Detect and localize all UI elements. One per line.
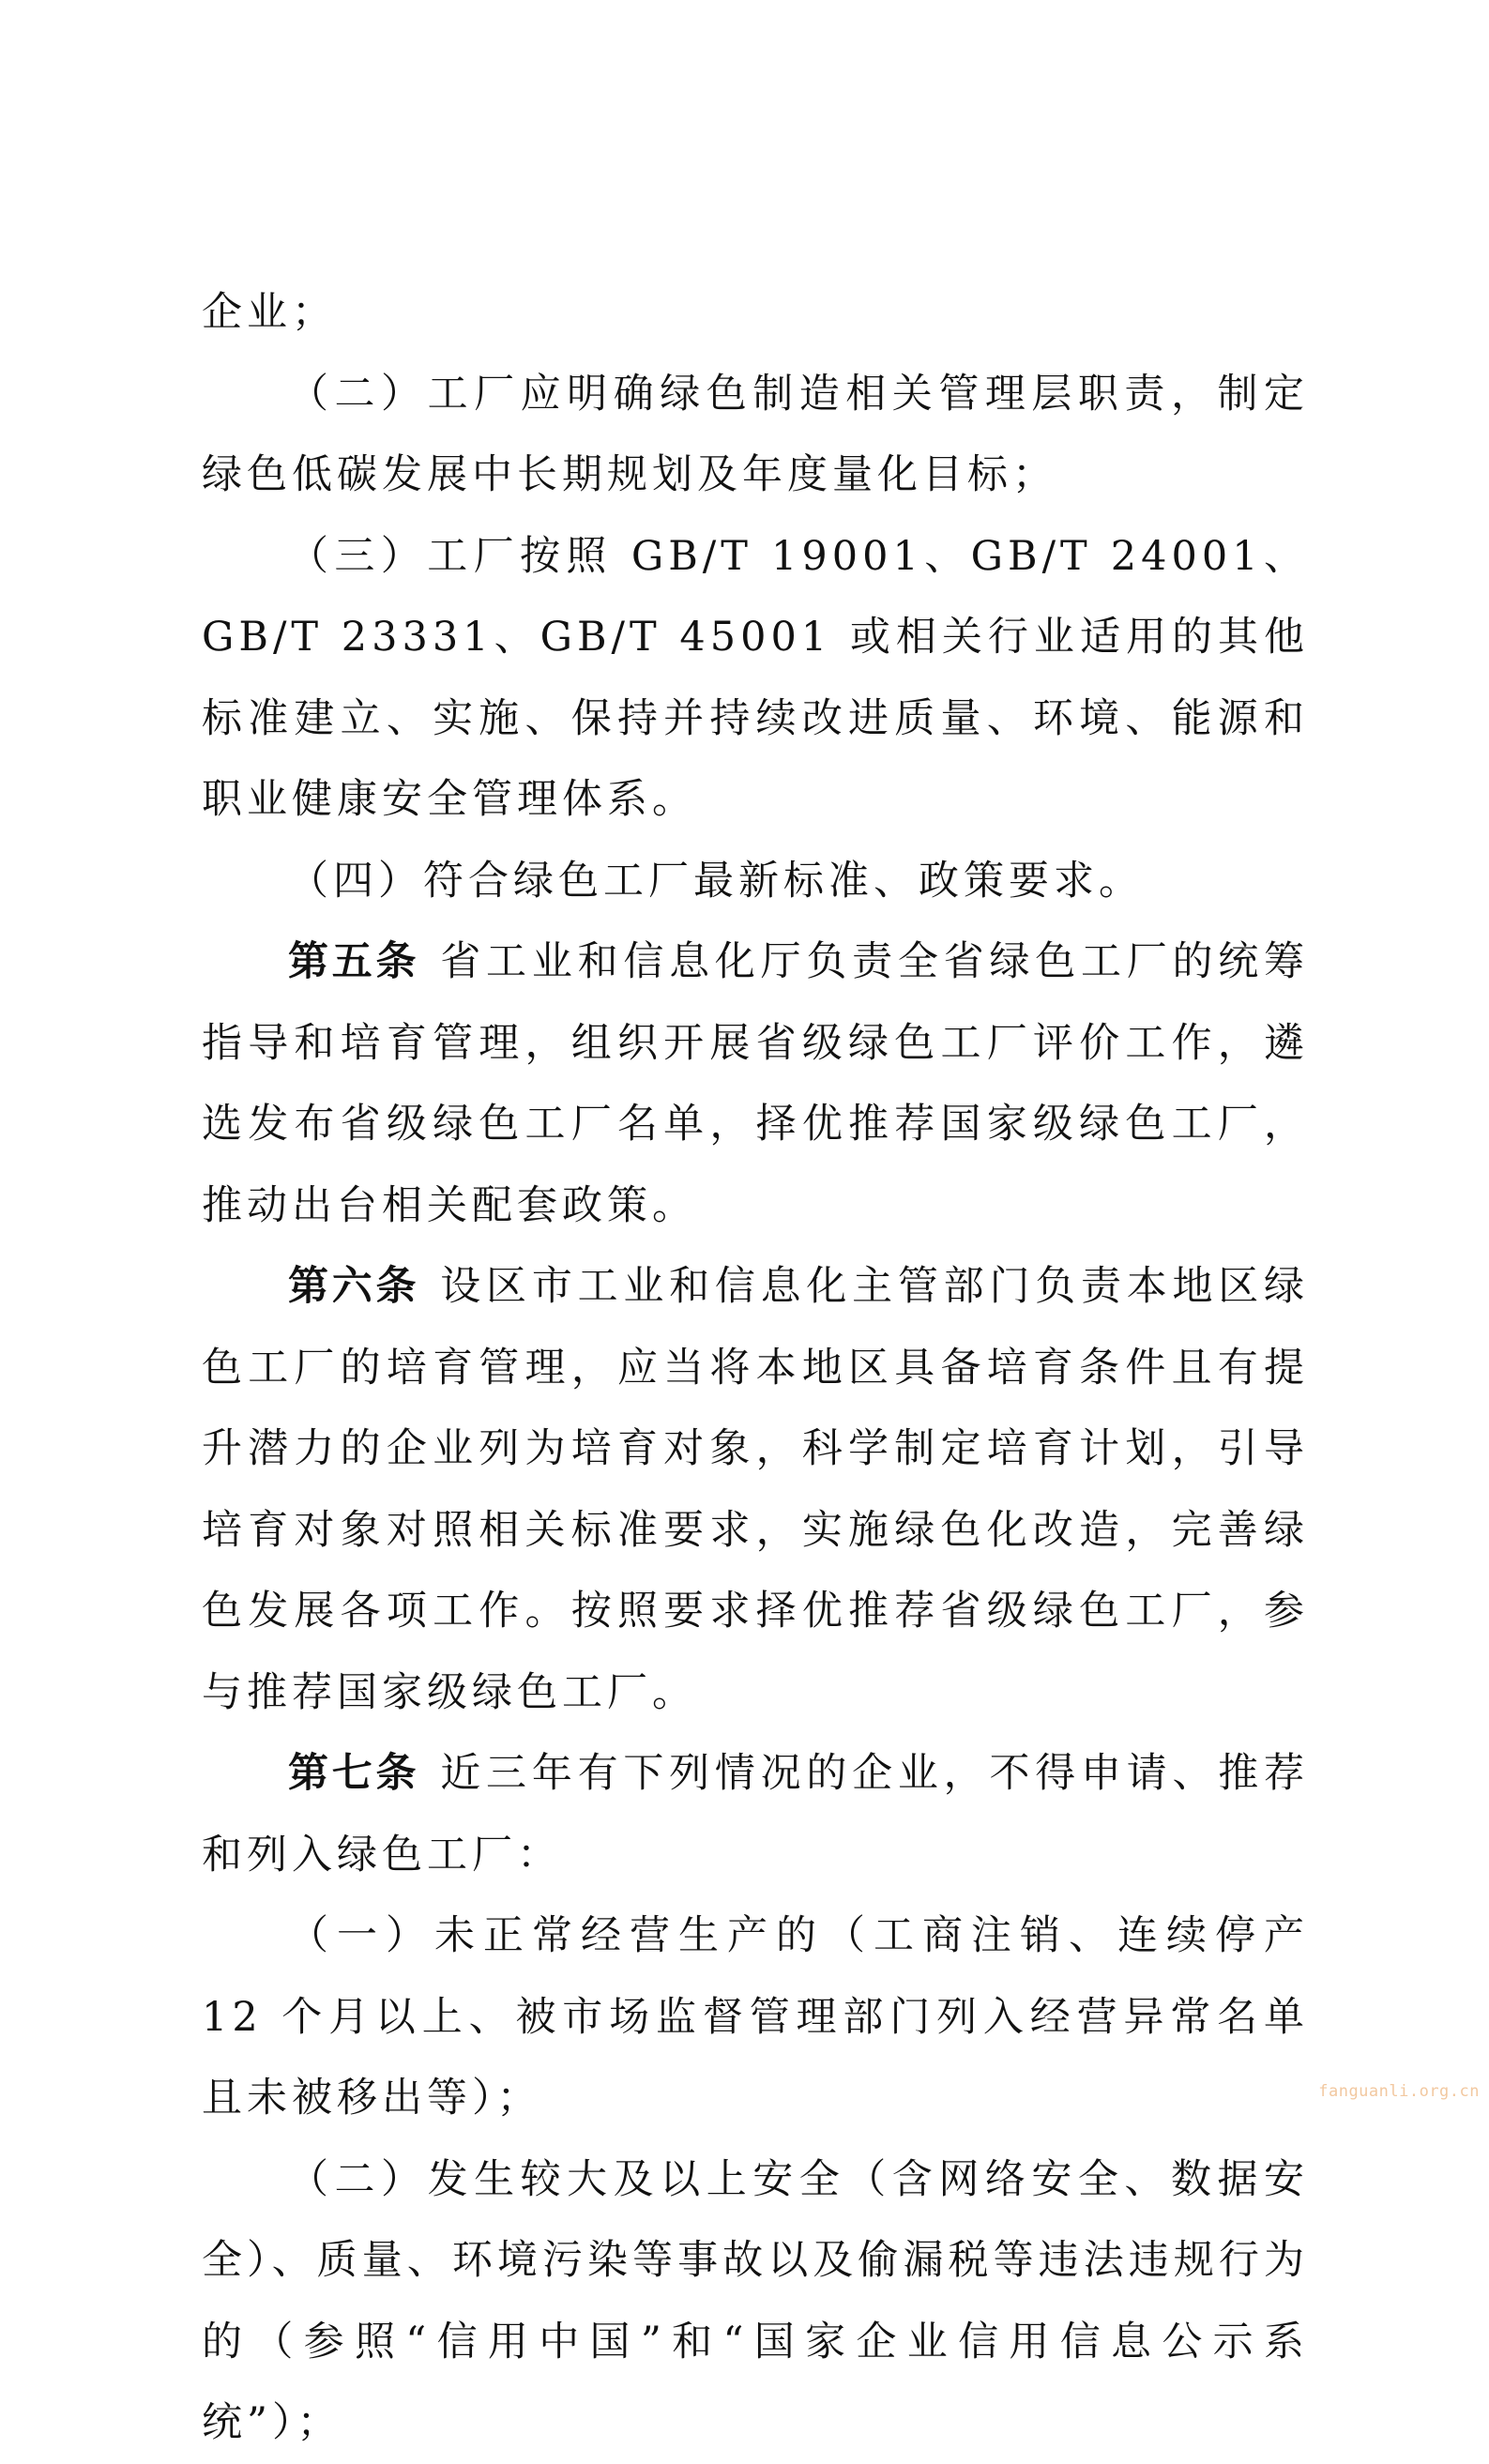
paragraph-text: （一）未正常经营生产的（工商注销、连续停产 12 个月以上、被市场监督管理部门列入经营异常名单且未被移出等）； [202, 1912, 1309, 2122]
article-5 [202, 921, 1309, 1246]
article-text: 设区市工业和信息化主管部门负责本地区绿色工厂的培育管理，应当将本地区具备培育条件且有提升潜力的企业列为培育对象，科学制定培育计划，引导培育对象对照相关标准要求，实施绿色化改造，完善绿色发展各项工作。按照要求择优推荐省级绿色工厂，参与推荐国家级绿色工厂。 [202, 1263, 1310, 1716]
document-body [202, 272, 1309, 2464]
article-6 [202, 1246, 1309, 1733]
article-title: 第五条 [288, 938, 420, 985]
paragraph-text: （二）工厂应明确绿色制造相关管理层职责，制定绿色低碳发展中长期规划及年度量化目标； [202, 370, 1309, 498]
article-text: 近三年有下列情况的企业，不得申请、推荐和列入绿色工厂： [202, 1750, 1310, 1878]
paragraph-item-4 [202, 841, 1309, 922]
paragraph-item-2 [202, 354, 1309, 516]
article-title: 第六条 [288, 1263, 420, 1310]
watermark-text: fanguanli.org.cn [1318, 2082, 1480, 2101]
paragraph-item-3 [202, 516, 1309, 841]
paragraph-text: （三）工厂按照 GB/T 19001、GB/T 24001、GB/T 23331、GB/T 45001 或相关行业适用的其他标准建立、实施、保持并持续改进质量、环境、能源和职业健康安全管理体系。 [202, 532, 1309, 823]
article-text: 省工业和信息化厅负责全省绿色工厂的统筹指导和培育管理，组织开展省级绿色工厂评价工作，遴选发布省级绿色工厂名单，择优推荐国家级绿色工厂，推动出台相关配套政策。 [202, 938, 1310, 1229]
paragraph-continuation [202, 272, 1309, 354]
article-7 [202, 1733, 1309, 1895]
article-7-item-2 [202, 2139, 1309, 2464]
paragraph-text: 企业； [202, 289, 337, 336]
article-title: 第七条 [288, 1750, 420, 1797]
paragraph-text: （二）发生较大及以上安全（含网络安全、数据安全）、质量、环境污染等事故以及偷漏税等违法违规行为的（参照“信用中国”和“国家企业信用信息公示系统”）； [202, 2155, 1309, 2446]
article-7-item-1 [202, 1895, 1309, 2139]
paragraph-text: （四）符合绿色工厂最新标准、政策要求。 [288, 857, 1144, 905]
